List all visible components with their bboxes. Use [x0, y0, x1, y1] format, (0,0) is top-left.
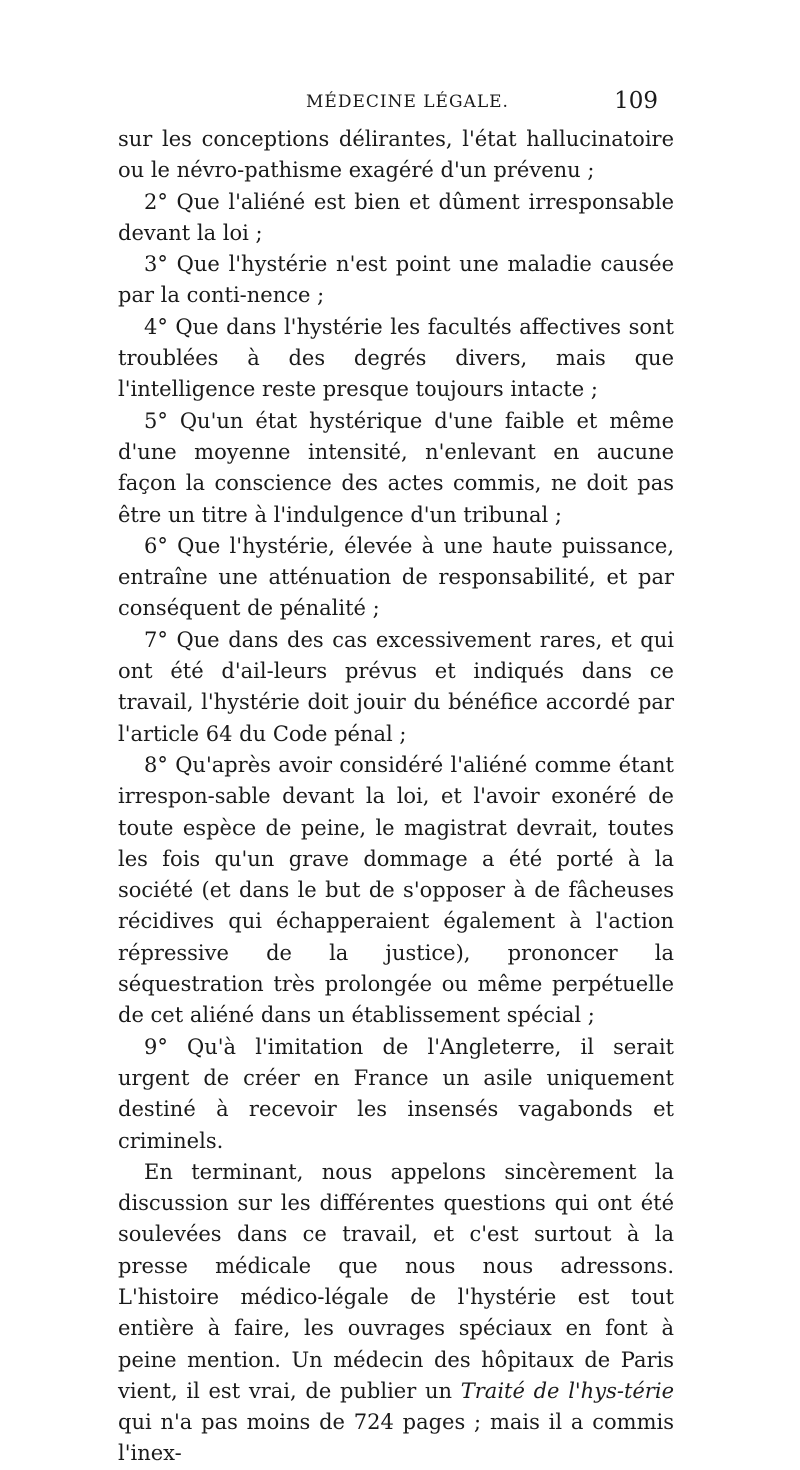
- list-item-3: 3° Que l'hystérie n'est point une maladie causée par la conti-nence ;: [118, 252, 674, 308]
- list-item-7: 7° Que dans des cas excessivement rares, et qui ont été d'ail-leurs prévus et indiqués dans ce travail, l'hystérie doit jouir du bénéfice accordé par l'article 64 du Code pénal ;: [118, 627, 674, 746]
- list-item-2: 2° Que l'aliéné est bien et dûment irresponsable devant la loi ;: [118, 189, 674, 245]
- closing-text-end: qui n'a pas moins de 724 pages ; mais il a commis l'inex-: [118, 1410, 674, 1466]
- paragraph-continuation: sur les conceptions délirantes, l'état hallucinatoire ou le névro-pathisme exagéré d'un prévenu ;: [118, 127, 674, 183]
- page-header: [118, 88, 658, 118]
- list-item-6: 6° Que l'hystérie, élevée à une haute puissance, entraîne une atténuation de responsabilité, et par conséquent de pénalité ;: [118, 533, 674, 621]
- list-item-9: 9° Qu'à l'imitation de l'Angleterre, il serait urgent de créer en France un asile uniquement destiné à recevoir les insensés vagabonds et criminels.: [118, 1034, 674, 1153]
- list-item-5: 5° Qu'un état hystérique d'une faible et même d'une moyenne intensité, n'enlevant en aucune façon la conscience des actes commis, ne doit pas être un titre à l'indulgence d'un tribunal ;: [118, 408, 674, 527]
- page-number: 109: [614, 88, 658, 114]
- closing-text-start: En terminant, nous appelons sincèrement la discussion sur les différentes questions qui ont été soulevées dans ce travail, et c'est surtout à la presse médicale que nous nous adressons. L'histoire médico-légale de l'hystérie est tout entière à faire, les ouvrages spéciaux en font à peine mention. Un médecin des hôpitaux de Paris vient, il est vrai, de publier un: [118, 1159, 674, 1403]
- body-text: [118, 124, 674, 1470]
- list-item-4: 4° Que dans l'hystérie les facultés affectives sont troublées à des degrés divers, mais que l'intelligence reste presque toujours intacte ;: [118, 314, 674, 402]
- running-title: MÉDECINE LÉGALE.: [306, 92, 509, 112]
- closing-paragraph: [118, 1157, 674, 1470]
- list-item-8: 8° Qu'après avoir considéré l'aliéné comme étant irrespon-sable devant la loi, et l'avoir exonéré de toute espèce de peine, le magistrat devrait, toutes les fois qu'un grave dommage a été porté à la société (et dans le but de s'opposer à de fâcheuses récidives qui échapperaient également à l'action répressive de la justice), prononcer la séquestration très prolongée ou même perpétuelle de cet aliéné dans un établissement spécial ;: [118, 752, 674, 1028]
- book-title: Traité de l'hys-térie: [460, 1378, 674, 1403]
